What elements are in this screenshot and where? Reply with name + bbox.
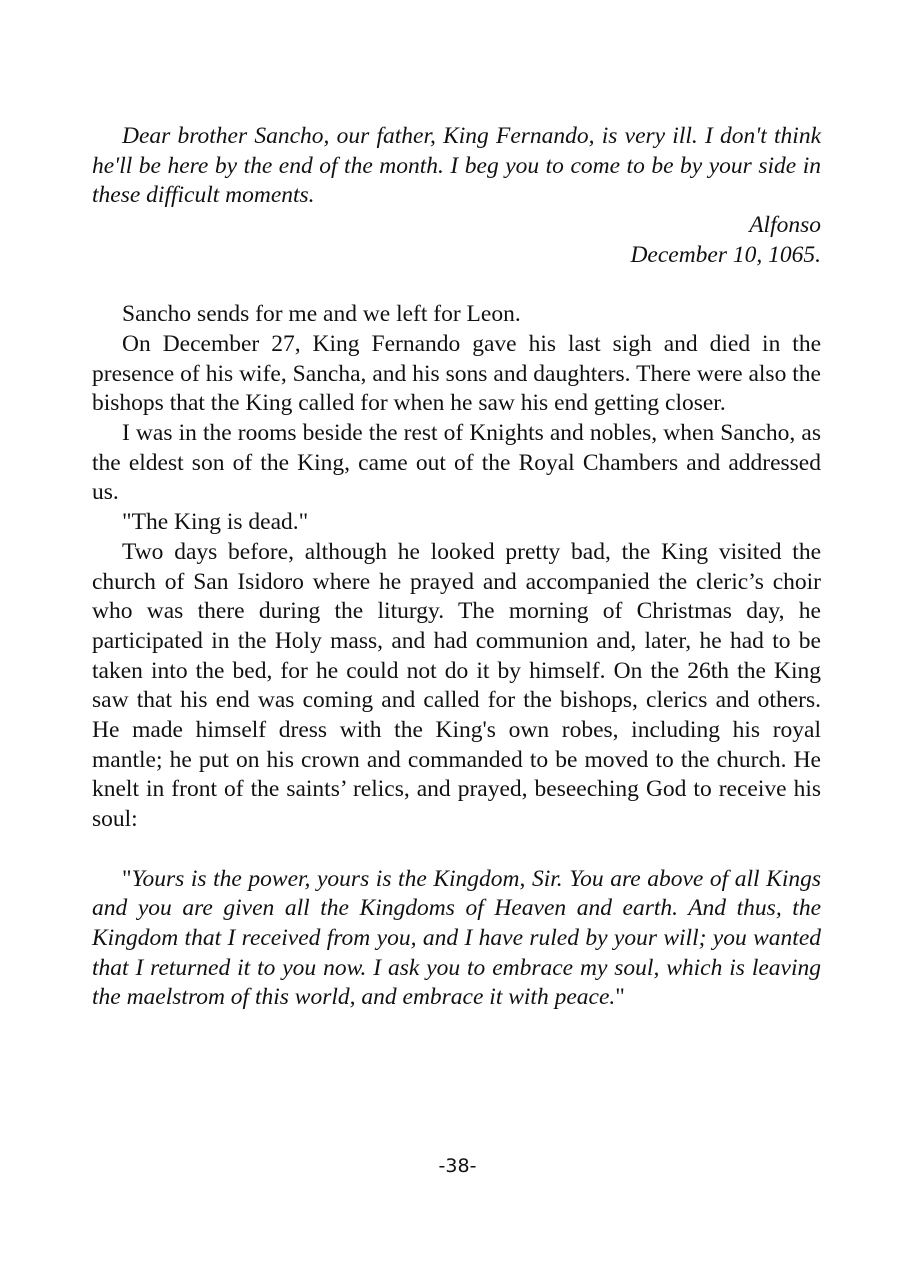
letter-signature-date: December 10, 1065. (630, 241, 821, 268)
narrative-paragraph: On December 27, King Fernando gave his last sigh and died in the presence of his wife, Sancha, and his sons and daughters. There were also the bishops that the King called for when he saw his end getting closer. (92, 330, 821, 417)
prayer-quote (92, 865, 821, 1014)
page-content (92, 122, 821, 1013)
letter-body: Dear brother Sancho, our father, King Fernando, is very ill. I don't think he'll be here by the end of the month. I beg you to come to be by your side in these difficult moments. (92, 123, 821, 209)
prayer-open-quote: " (122, 865, 132, 892)
spacer (92, 271, 821, 301)
page-number: -38- (438, 1155, 477, 1177)
narrative-paragraph: Sancho sends for me and we left for Leon. (122, 301, 521, 328)
narrative-paragraph: Two days before, although he looked pretty bad, the King visited the church of San Isidoro where he prayed and accompanied the cleric’s choir who was there during the liturgy. The morning of Christmas day, he participated in the Holy mass, and had communion and, later, he had to be taken into the bed, for he could not do it by himself. On the 26th the King saw that his end was coming and called for the bishops, clerics and others. He made himself dress with the King's own robes, including his royal mantle; he put on his crown and commanded to be moved to the church. He knelt in front of the saints’ relics, and prayed, beseeching God to receive his soul: (92, 538, 821, 833)
letter-signature-name: Alfonso (749, 212, 821, 239)
narrative-paragraph: I was in the rooms beside the rest of Knights and nobles, when Sancho, as the eldest son of the King, came out of the Royal Chambers and addressed us. (92, 420, 821, 506)
prayer-close-quote: " (615, 984, 625, 1011)
spacer (92, 835, 821, 865)
prayer-text: Yours is the power, yours is the Kingdom, Sir. You are above of all Kings and you are given all the Kingdoms of Heaven and earth. And thus, the Kingdom that I received from you, and I have ruled by your will; you wanted that I returned it to you now. I ask you to embrace my soul, which is leaving the maelstrom of this world, and embrace it with peace. (92, 865, 821, 1011)
narrative-paragraph: "The King is dead." (122, 509, 309, 536)
